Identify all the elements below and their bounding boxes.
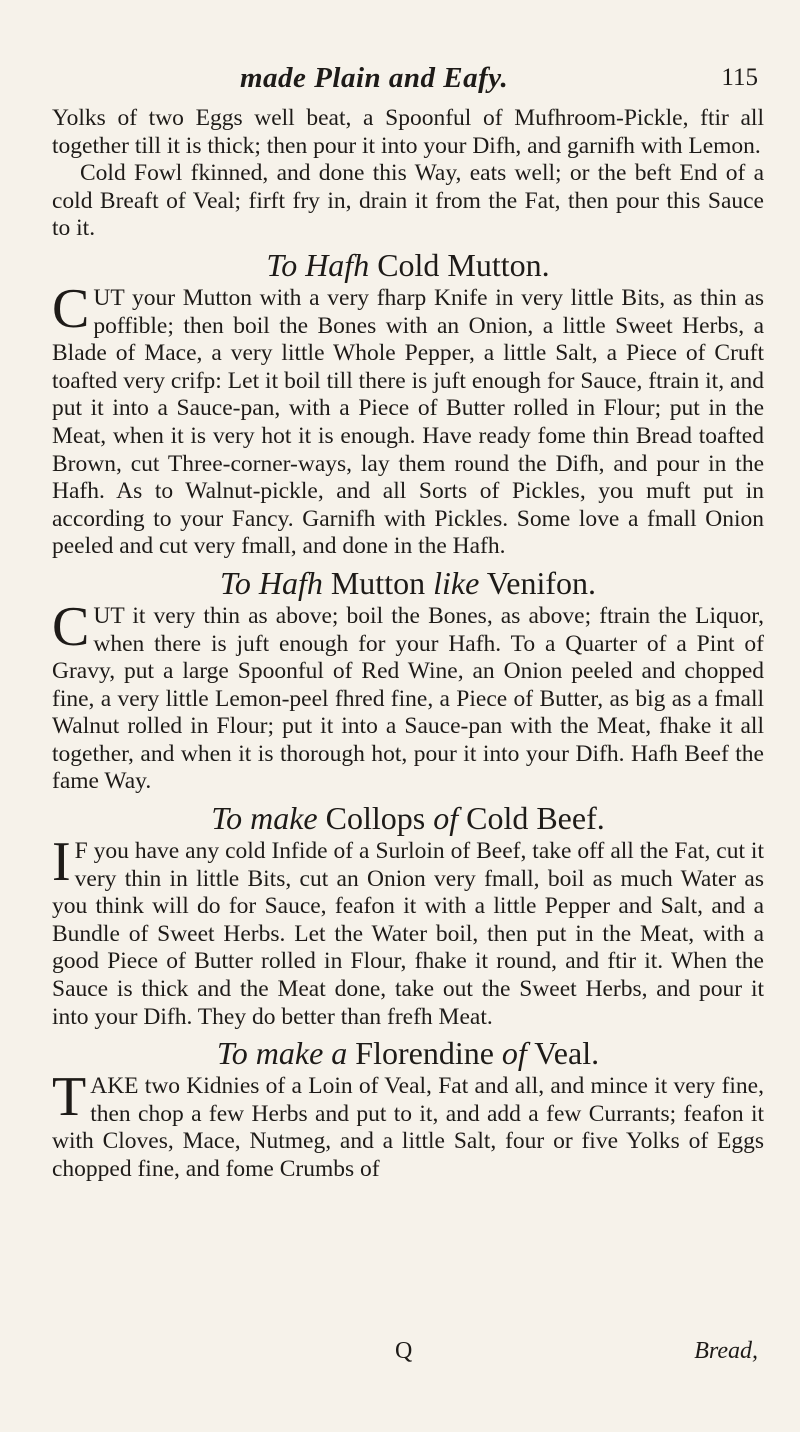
drop-cap: C — [52, 595, 90, 658]
title-roman-2: Venifon. — [479, 564, 596, 601]
drop-cap: C — [52, 277, 90, 340]
recipe-title — [52, 1035, 764, 1071]
title-italic-2: of — [501, 1035, 527, 1072]
page-header — [0, 62, 800, 102]
running-title: made Plain and Eafy. — [240, 62, 509, 94]
recipe-florendine-veal — [52, 1035, 764, 1183]
recipe-hash-mutton-like-venison — [52, 565, 764, 796]
intro-paragraph-2: Cold Fowl fkinned, and done this Way, eats well; or the beft End of a cold Breaft of Veal; firft fry in, drain it from the Fat, then pour this Sauce to it. — [52, 160, 764, 242]
recipe-text — [52, 1066, 764, 1183]
title-roman: Collops — [317, 800, 434, 837]
recipe-text — [52, 277, 764, 561]
page-footer — [0, 1338, 800, 1378]
drop-cap: T — [52, 1066, 87, 1129]
title-italic: To make — [211, 800, 318, 837]
signature-mark: Q — [395, 1338, 413, 1364]
recipe-hash-cold-mutton — [52, 247, 764, 561]
page-number: 115 — [721, 64, 758, 91]
title-roman-2: Veal. — [526, 1035, 600, 1072]
title-italic: To make a — [216, 1035, 348, 1072]
catchword: Bread, — [694, 1338, 758, 1364]
title-roman-2: Cold Beef. — [458, 800, 605, 837]
title-italic-2: of — [433, 800, 459, 837]
recipe-title — [52, 565, 764, 601]
recipe-text — [52, 831, 764, 1031]
recipe-title — [52, 800, 764, 836]
recipe-body: UT your Mutton with a very fharp Knife in very little Bits, as thin as poffible; then boil the Bones with an Onion, a little Sweet Herbs, a Blade of Mace, a very little Whole Pepper, a little Salt, a Piece of Cruft toafted very crifp: Let it boil till there is juft enough for Sauce, ftrain it, and put it into a Sauce-pan, with a Piece of Butter rolled in Flour; put in the Meat, when it is very hot it is enough. Have ready fome thin Bread toafted Brown, cut Three-corner-ways, lay them round the Difh, and pour in the Hafh. As to Walnut-pickle, and all Sorts of Pickles, you muft put in according to your Fancy. Garnifh with Pickles. Some love a fmall Onion peeled and cut very fmall, and done in the Hafh. — [52, 284, 764, 560]
title-italic: To Hafh — [266, 246, 370, 283]
recipe-title — [52, 247, 764, 283]
intro-paragraph-1: Yolks of two Eggs well beat, a Spoonful of Mufhroom-Pickle, ftir all together till it is thick; then pour it into your Difh, and garnifh with Lemon. — [52, 105, 764, 159]
title-roman: Cold Mutton. — [369, 246, 550, 283]
title-roman: Mutton — [322, 564, 434, 601]
recipe-body: UT it very thin as above; boil the Bones, as above; ftrain the Liquor, when there is juft enough for your Hafh. To a Quarter of a Pint of Gravy, put a large Spoonful of Red Wine, an Onion peeled and chopped fine, a very little Lemon-peel fhred fine, a Piece of Butter, as big as a fmall Walnut rolled in Flour; put it into a Sauce-pan with the Meat, fhake it all together, and when it is thorough hot, pour it into your Difh. Hafh Beef the fame Way. — [52, 602, 764, 795]
page-body — [52, 105, 764, 1184]
title-italic-2: like — [433, 564, 480, 601]
title-roman: Florendine — [347, 1035, 502, 1072]
drop-cap: I — [52, 831, 71, 894]
recipe-collops-cold-beef — [52, 800, 764, 1031]
recipe-body: F you have any cold Infide of a Surloin of Beef, take off all the Fat, cut it very thin in little Bits, cut an Onion very fmall, boil as much Water as you think will do for Sauce, feafon it with a little Pepper and Salt, and a Bundle of Sweet Herbs. Let the Water boil, then put in the Meat, with a good Piece of Butter rolled in Flour, fhake it round, and ftir it. When the Sauce is thick and the Meat done, take out the Sweet Herbs, and pour it into your Difh. They do better than frefh Meat. — [52, 838, 764, 1030]
recipe-body: AKE two Kidnies of a Loin of Veal, Fat and all, and mince it very fine, then chop a few Herbs and put to it, and add a few Currants; feafon it with Cloves, Mace, Nutmeg, and a little Salt, four or five Yolks of Eggs chopped fine, and fome Crumbs of — [52, 1073, 764, 1182]
title-italic: To Hafh — [219, 564, 323, 601]
recipe-text — [52, 595, 764, 796]
